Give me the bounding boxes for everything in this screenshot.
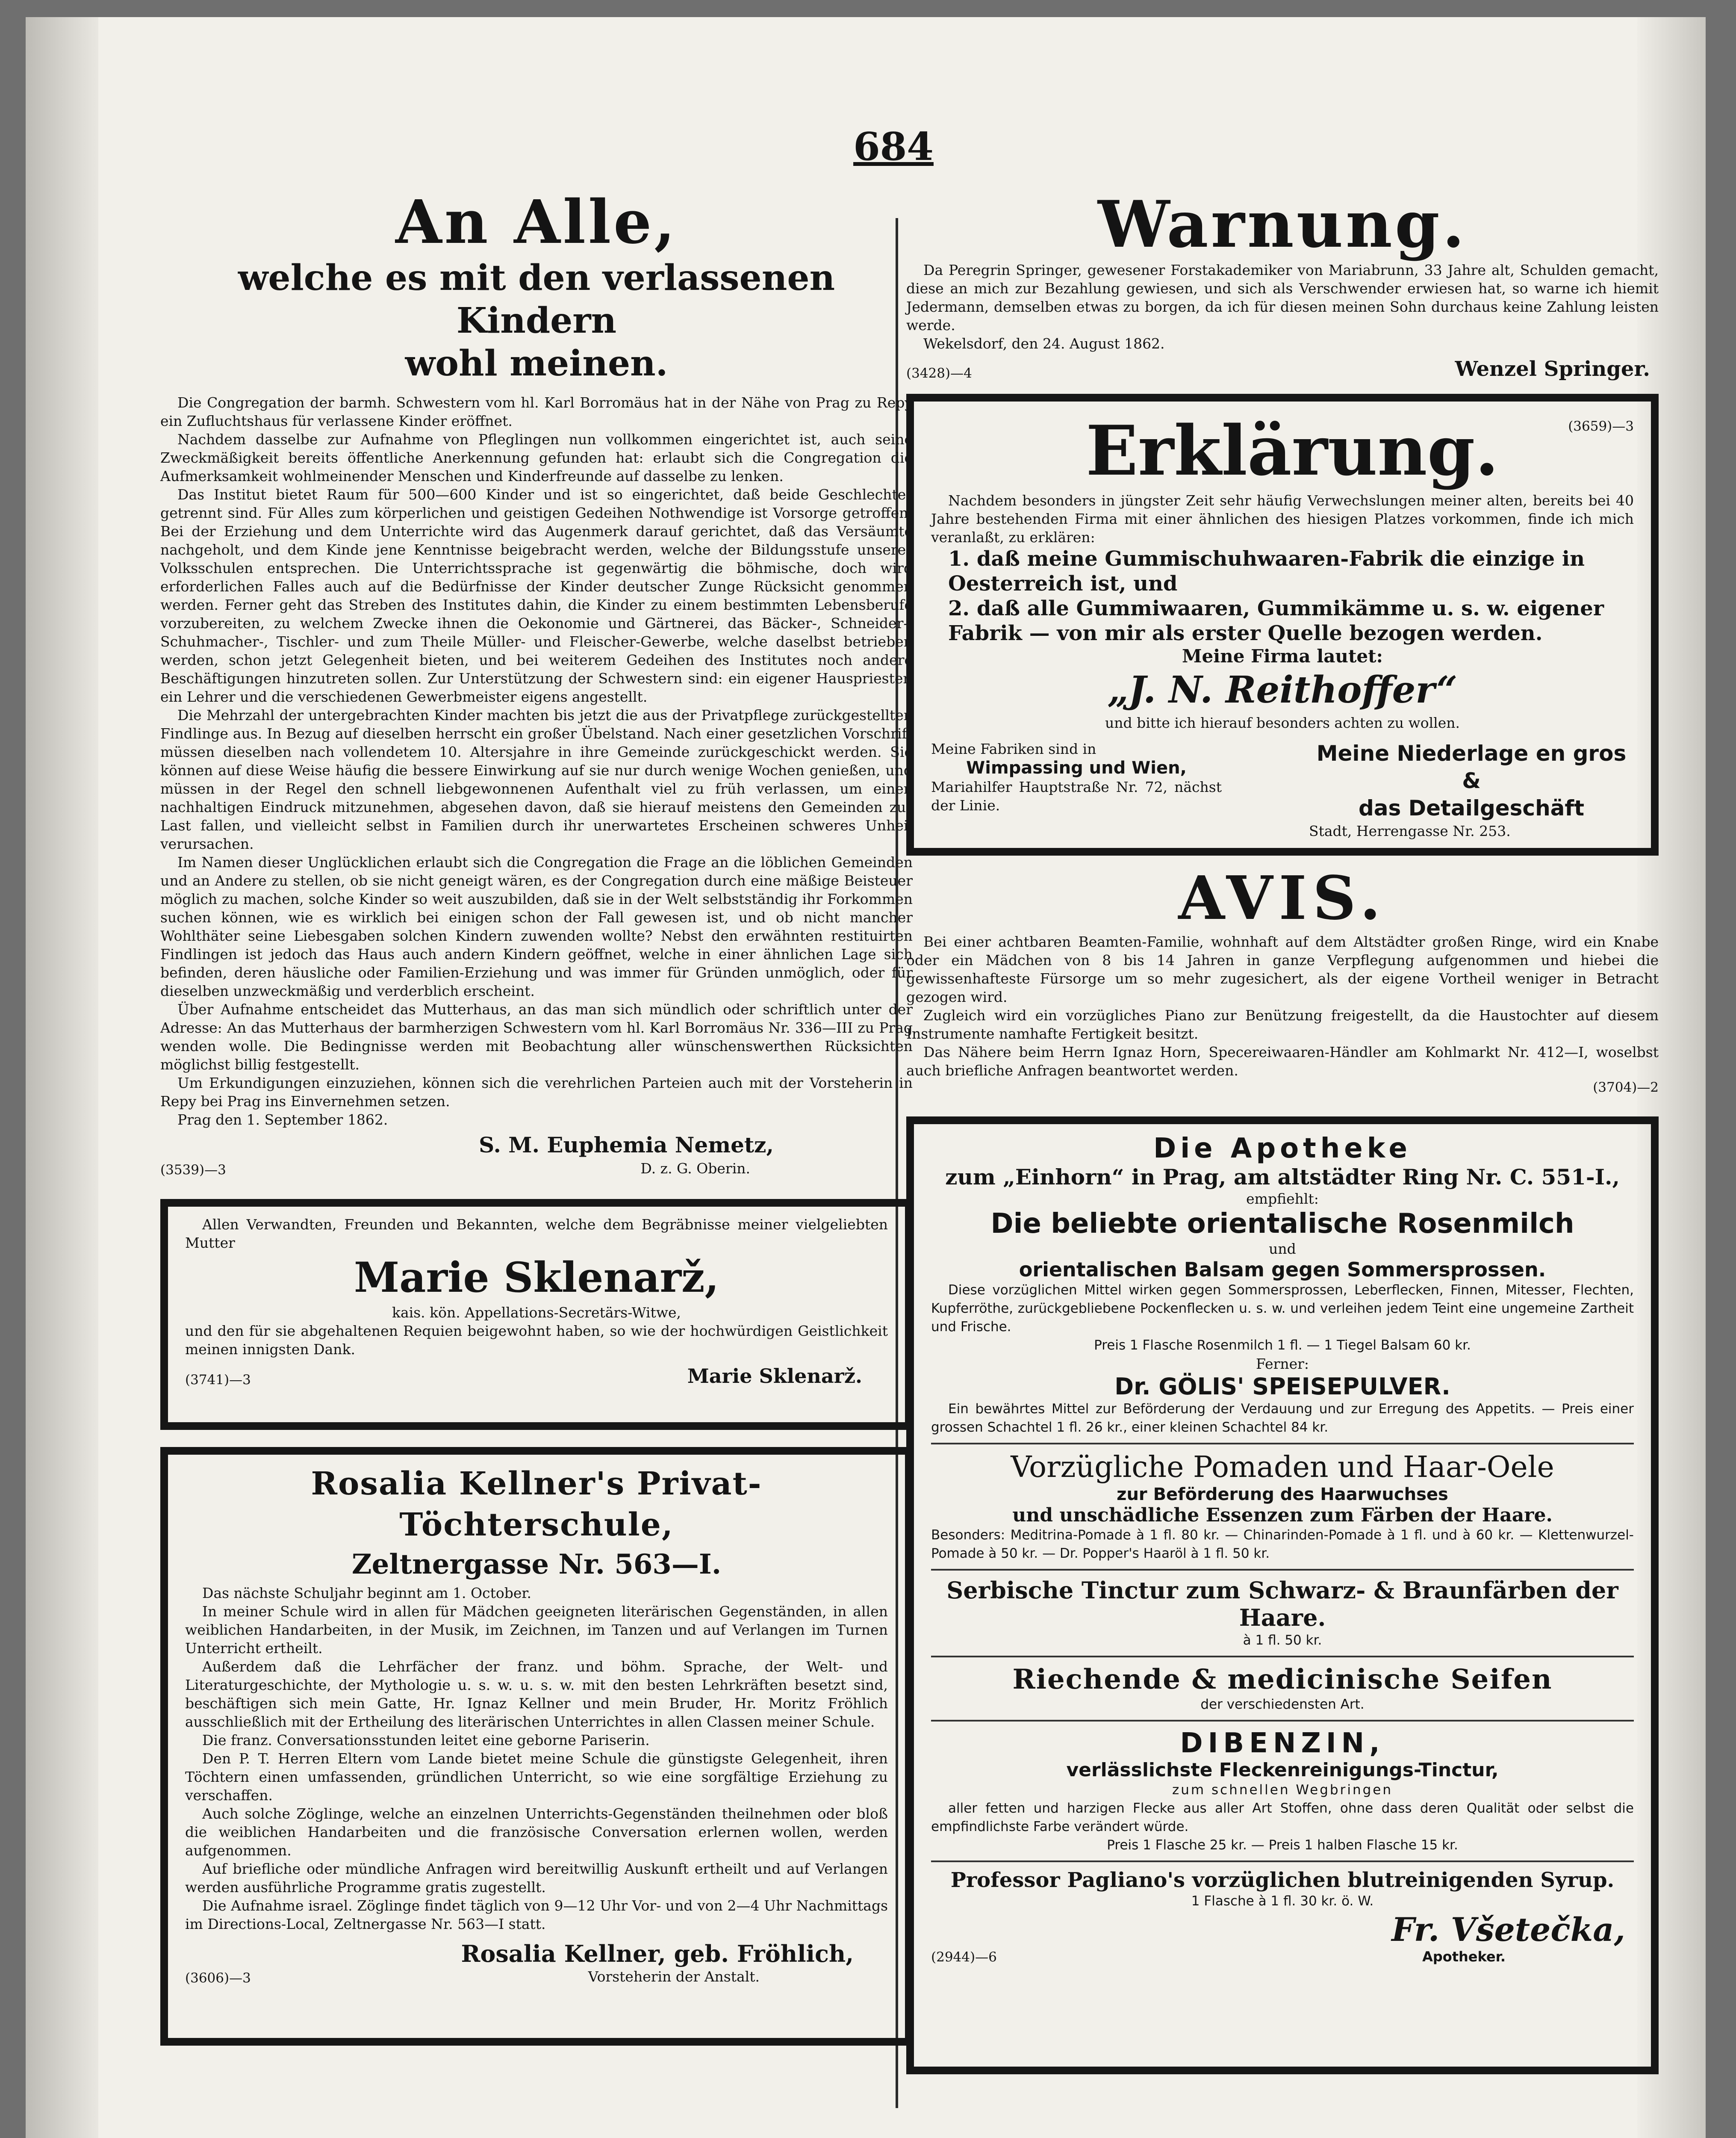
paragraph: Das nächste Schuljahr beginnt am 1. October. bbox=[202, 1585, 531, 1601]
divider bbox=[931, 1656, 1634, 1657]
tinctur-heading: Serbische Tinctur zum Schwarz- & Braunfärben der Haare. bbox=[946, 1577, 1618, 1631]
und-text: und bbox=[1269, 1240, 1296, 1257]
page-number: 684 bbox=[853, 124, 934, 169]
paragraph: Das Institut bietet Raum für 500—600 Kinder und ist so eingerichtet, daß beide Geschlechter getrennt sind. Für Alles zum körperlichen und geistigen Gedeihen Nothwendige ist Vorsorge getroffen. Bei der Erziehung und dem Unterrichte wird das Augenmerk darauf gerichtet, daß das Versäumte nachgeholt, und dem Kinde jene Kenntnisse beigebracht werden, welche der Bildungsstufe unserer Volksschulen entsprechen. Die Unterrichtssprache ist gegenwärtig die böhmische, doch wird erforderlichen Falles auch auf die Bedürfnisse der Kinder deutscher Zunge Rücksicht genommen werden. Ferner geht das Streben des Institutes dahin, die Kinder zu einem bestimmten Lebensberufe vorzubereiten, zu welchem Zwecke ihnen die Oekonomie und Gärtnerei, das Bäcker-, Schneider-, Schuhmacher-, Tischler- und zum Theile Müller- und Fleischer-Gewerbe, welche daselbst betrieben werden, schon jetzt Gelegenheit bieten, und bei weiterem Gedeihen des Institutes noch andere Beschäftigungen hinzutreten sollen. Zur Unterstützung der Schwestern sind: ein eigener Hauspriester, ein Lehrer und die verschiedenen Gewerbmeister eigens angestellt. bbox=[160, 486, 913, 705]
thanks-line-2: und den für sie abgehaltenen Requien beigewohnt haben, so wie der hochwürdigen Geistlichkeit meinen innigsten Dank. bbox=[185, 1323, 888, 1358]
speisepulver-text: Ein bewährtes Mittel zur Beförderung der Verdauung und zur Erregung des Appetits. — Preis einer grossen Schachtel 1 fl. 26 kr., einer kleinen Schachtel 84 kr. bbox=[931, 1401, 1634, 1435]
erklaerung-intro: Nachdem besonders in jüngster Zeit sehr häufig Verwechslungen meiner alten, bereits bei 40 Jahre bestehenden Firma mit einer ähnlichen des hiesigen Platzes vorkommen, finde ich mich veranlaßt, zu erklären: bbox=[931, 492, 1634, 546]
avis-p3: Das Nähere beim Herrn Ignaz Horn, Specereiwaaren-Händler am Kohlmarkt Nr. 412—I, woselbst auch briefliche Anfragen beantwortet werden. bbox=[906, 1044, 1659, 1079]
newspaper-page bbox=[26, 17, 1706, 2138]
paragraph: Die Congregation der barmh. Schwestern vom hl. Karl Borromäus hat in der Nähe von Prag zu Repy ein Zufluchtshaus für verlassene Kinder eröffnet. bbox=[160, 394, 913, 429]
warnung-signature: Wenzel Springer. bbox=[1455, 357, 1650, 381]
ferner-text: Ferner: bbox=[1256, 1355, 1309, 1372]
page-edge-shadow bbox=[26, 17, 98, 2138]
divider bbox=[931, 1720, 1634, 1722]
pomaden-sub-2: und unschädliche Essenzen zum Färben der Haare. bbox=[1012, 1504, 1553, 1526]
niederlage-line-2: das Detailgeschäft bbox=[1358, 796, 1585, 821]
paragraph: Außerdem daß die Lehrfächer der franz. und böhm. Sprache, der Welt- und Literaturgeschichte, der Mythologie u. s. w. u. s. w. mit den besten Lehrkräften besetzt sind, beschäftigen sich mein Gatte, Hr. Ignaz Kellner und mein Bruder, Hr. Moritz Fröhlich ausschließlich mit der Ertheilung des literärischen Unterrichtes in allen Classen meiner Schule. bbox=[185, 1658, 888, 1730]
firma-name: „J. N. Reithoffer“ bbox=[1107, 668, 1458, 712]
school-signer-title: Vorsteherin der Anstalt. bbox=[588, 1968, 760, 1985]
avis-p2: Zugleich wird ein vorzügliches Piano zur Benützung freigestellt, da die Haustochter auf diesem Instrumente namhafte Fertigkeit besitzt. bbox=[906, 1007, 1659, 1042]
paragraph: Über Aufnahme entscheidet das Mutterhaus, an das man sich mündlich oder schriftlich unter der Adresse: An das Mutterhaus der barmherzigen Schwestern vom hl. Karl Borromäus Nr. 336—III zu Prag wenden wolle. Die Bedingnisse werden mit Beobachtung aller wünschenswerthen Rücksichten möglichst billig festgestellt. bbox=[160, 1001, 913, 1073]
ref-number: (3704)—2 bbox=[1593, 1080, 1659, 1095]
apotheke-signature: Fr. Všetečka, bbox=[1391, 1911, 1625, 1949]
ad-subtitle-2: wohl meinen. bbox=[405, 343, 668, 384]
apotheke-title: Die Apotheke bbox=[1153, 1133, 1412, 1164]
dibenzin-sub-2: zum schnellen Wegbringen bbox=[1172, 1782, 1393, 1798]
thanks-notice-box bbox=[160, 1199, 913, 1430]
pomaden-sub-1: zur Beförderung des Haarwuchses bbox=[1117, 1485, 1448, 1504]
erklaerung-box bbox=[906, 394, 1659, 856]
school-signature: Rosalia Kellner, geb. Fröhlich, bbox=[461, 1940, 854, 1967]
ad-subtitle-1: welche es mit den verlassenen Kindern bbox=[238, 257, 835, 341]
erklaerung-point-1: 1. daß meine Gummischuhwaaren-Fabrik die einzige in Oesterreich ist, und bbox=[948, 547, 1585, 596]
deceased-name: Marie Sklenarž, bbox=[354, 1253, 719, 1302]
warnung-date: Wekelsdorf, den 24. August 1862. bbox=[923, 335, 1165, 352]
fabriken-label: Meine Fabriken sind in bbox=[931, 741, 1096, 757]
niederlage-line-1: Meine Niederlage en gros & bbox=[1316, 741, 1627, 793]
paragraph: Auch solche Zöglinge, welche an einzelnen Unterrichts-Gegenständen theilnehmen oder bloß die weiblichen Handarbeiten und die französische Conversation erlernen wollen, werden aufgenommen. bbox=[185, 1805, 888, 1859]
apotheke-subtitle: zum „Einhorn“ in Prag, am altstädter Ring Nr. C. 551-I., bbox=[945, 1164, 1620, 1190]
paragraph: Die franz. Conversationsstunden leitet eine geborne Pariserin. bbox=[202, 1732, 650, 1748]
ad-title-an-alle: An Alle, bbox=[395, 187, 678, 257]
school-ad-box bbox=[160, 1447, 913, 2046]
apotheke-empfiehlt: empfiehlt: bbox=[1246, 1190, 1319, 1207]
apotheke-box bbox=[906, 1116, 1659, 2074]
dibenzin-price: Preis 1 Flasche 25 kr. — Preis 1 halben Flasche 15 kr. bbox=[1107, 1837, 1458, 1853]
school-address: Zeltnergasse Nr. 563—I. bbox=[351, 1548, 722, 1580]
deceased-title: kais. kön. Appellations-Secretärs-Witwe, bbox=[392, 1304, 681, 1321]
seifen-heading: Riechende & medicinische Seifen bbox=[1012, 1663, 1553, 1695]
paragraph: Die Aufnahme israel. Zöglinge findet täglich von 9—12 Uhr Vor- und von 2—4 Uhr Nachmittags im Directions-Local, Zeltnergasse Nr. 563—I statt. bbox=[185, 1897, 888, 1932]
firma-label: Meine Firma lautet: bbox=[1182, 646, 1383, 667]
paragraph: Den P. T. Herren Eltern vom Lande bietet meine Schule die günstigste Gelegenheit, ihren Töchtern einen umfassenden, gründlichen Unterricht, so wie eine sorgfältige Erziehung zu verschaffen. bbox=[185, 1750, 888, 1804]
ref-number: (3741)—3 bbox=[185, 1372, 251, 1388]
rosenmilch-price: Preis 1 Flasche Rosenmilch 1 fl. — 1 Tiegel Balsam 60 kr. bbox=[1094, 1338, 1471, 1353]
paragraph: In meiner Schule wird in allen für Mädchen geeigneten literärischen Gegenständen, in allen weiblichen Handarbeiten, in der Musik, im Zeichnen, im Tanzen und auf Verlangen im Turnen Unterricht ertheilt. bbox=[185, 1603, 888, 1657]
warnung-title: Warnung. bbox=[1098, 187, 1467, 262]
ref-number: (3539)—3 bbox=[160, 1162, 226, 1178]
paragraph: Die Mehrzahl der untergebrachten Kinder machten bis jetzt die aus der Privatpflege zurückgestellten Findlinge aus. In Bezug auf dieselben herrscht ein großer Übelstand. Nach einer gesetzlichen Vorschrift müssen dieselben nach vollendetem 10. Altersjahre in ihre Gemeinde zurückgeschickt werden. Sie können auf diese Weise häufig die bessere Einwirkung auf sie nur durch wenige Wochen genießen, und müssen in der Regel den schnell liebgewonnenen Aufenthalt viel zu früh verlassen, um einen nachhaltigen Eindruck mitzunehmen, abgesehen davon, daß sie hierauf meistens den Gemeinden zur Last fallen, und vielleicht selbst in Familien durch ihr unerwartetes Erscheinen schweres Unheil verursachen. bbox=[160, 707, 913, 852]
divider bbox=[931, 1860, 1634, 1862]
rosenmilch-heading: Die beliebte orientalische Rosenmilch bbox=[990, 1208, 1574, 1240]
paragraph: Auf briefliche oder mündliche Anfragen wird bereitwillig Auskunft ertheilt und auf Verlangen werden ausführliche Programme gratis zugestellt. bbox=[185, 1860, 888, 1896]
rosenmilch-text: Diese vorzüglichen Mittel wirken gegen Sommersprossen, Leberflecken, Finnen, Mitesser, Flechten, Kupferröthe, zurückgebliebene Pockenflecken u. s. w. und verleihen jedem Teint eine ungemeine Zartheit und Frische. bbox=[931, 1282, 1634, 1335]
erklaerung-title: Erklärung. bbox=[1086, 410, 1499, 491]
ref-number: (3606)—3 bbox=[185, 1970, 251, 1986]
an-alle-body bbox=[160, 393, 913, 1129]
tinctur-price: à 1 fl. 50 kr. bbox=[1243, 1633, 1322, 1648]
avis-p1: Bei einer achtbaren Beamten-Familie, wohnhaft auf dem Altstädter großen Ringe, wird ein Knabe oder ein Mädchen von 8 bis 14 Jahren in ganze Verpflegung aufgenommen und hiebei die gewissenhafteste Fürsorge um so mehr zugesichert, als der eigene Vortheil weniger in Betracht gezogen wird. bbox=[906, 933, 1659, 1005]
thanks-line-1: Allen Verwandten, Freunden und Bekannten, welche dem Begräbnisse meiner vielgeliebten Mutter bbox=[185, 1216, 888, 1251]
right-column bbox=[906, 188, 1659, 2074]
divider bbox=[931, 1443, 1634, 1444]
paragraph: Nachdem dasselbe zur Aufnahme von Pfleglingen nun vollkommen eingerichtet ist, auch seine Zweckmäßigkeit bereits öffentliche Anerkennung gefunden hat: erlaubt sich die Congregation die Aufmerksamkeit wohlmeinender Menschen und Kinderfreunde auf dasselbe zu lenken. bbox=[160, 431, 913, 484]
paragraph: Um Erkundigungen einzuziehen, können sich die verehrlichen Parteien auch mit der Vorsteherin in Repy bei Prag ins Einvernehmen setzen. bbox=[160, 1075, 913, 1110]
date-line: Prag den 1. September 1862. bbox=[177, 1111, 388, 1128]
fabriken-address: Mariahilfer Hauptstraße Nr. 72, nächst der Linie. bbox=[931, 779, 1222, 814]
seifen-sub: der verschiedensten Art. bbox=[1200, 1697, 1365, 1712]
signer: S. M. Euphemia Nemetz, bbox=[479, 1132, 774, 1158]
avis-title: AVIS. bbox=[1178, 863, 1387, 933]
apotheke-signer-title: Apotheker. bbox=[1422, 1949, 1506, 1965]
ref-number: (2944)—6 bbox=[931, 1949, 997, 1965]
erklaerung-after: und bitte ich hierauf besonders achten zu wollen. bbox=[1105, 715, 1460, 731]
ref-number: (3659)—3 bbox=[1568, 419, 1634, 434]
niederlage-address: Stadt, Herrengasse Nr. 253. bbox=[1309, 823, 1511, 839]
balsam-heading: orientalischen Balsam gegen Sommersprossen. bbox=[1019, 1258, 1546, 1281]
ref-number: (3428)—4 bbox=[906, 366, 972, 381]
syrup-price: 1 Flasche à 1 fl. 30 kr. ö. W. bbox=[1191, 1893, 1374, 1909]
speisepulver-heading: Dr. GÖLIS' SPEISEPULVER. bbox=[1114, 1373, 1450, 1400]
signature: Marie Sklenarž. bbox=[687, 1364, 862, 1388]
erklaerung-point-2: 2. daß alle Gummiwaaren, Gummikämme u. s. w. eigener Fabrik — von mir als erster Quelle bezogen werden. bbox=[948, 597, 1604, 645]
school-title: Rosalia Kellner's Privat-Töchterschule, bbox=[311, 1465, 762, 1543]
pomaden-text: Besonders: Meditrina-Pomade à 1 fl. 80 kr. — Chinarinden-Pomade à 1 fl. und à 60 kr. — Klettenwurzel-Pomade à 50 kr. — Dr. Popper's Haaröl à 1 fl. 50 kr. bbox=[931, 1527, 1634, 1561]
syrup-heading: Professor Pagliano's vorzüglichen blutreinigenden Syrup. bbox=[950, 1868, 1615, 1892]
paragraph: Im Namen dieser Unglücklichen erlaubt sich die Congregation die Frage an die löblichen Gemeinden und an Andere zu stellen, ob sie nicht geneigt wären, es der Congregation durch eine mäßige Beisteuer möglich zu machen, solche Kinder so weit auszubilden, daß sie in der Welt selbstständig ihr Forkommen suchen können, wie es wirklich bei einigen schon der Fall gewesen ist, und ob nicht mancher Wohlthäter seine Liebesgaben solchen Kindern zuwenden wollte? Nebst den erwähnten restituirten Findlingen ist jedoch das Haus auch andern Kindern geöffnet, welche in einer ähnlichen Lage sich befinden, deren häusliche oder Familien-Erziehung und was immer für Gründen unmöglich, oder für dieselben unzweckmäßig und verderblich erscheint. bbox=[160, 854, 913, 999]
dibenzin-heading: DIBENZIN, bbox=[1180, 1728, 1385, 1759]
fabriken-places: Wimpassing und Wien, bbox=[966, 758, 1187, 778]
divider bbox=[931, 1569, 1634, 1571]
pomaden-heading: Vorzügliche Pomaden und Haar-Oele bbox=[1011, 1450, 1554, 1484]
dibenzin-text: aller fetten und harzigen Flecke aus aller Art Stoffen, ohne dass deren Qualität oder selbst die empfindlichste Farbe verändert würde. bbox=[931, 1801, 1634, 1834]
dibenzin-sub: verlässlichste Fleckenreinigungs-Tinctur, bbox=[1066, 1759, 1499, 1781]
left-column bbox=[160, 188, 913, 2046]
signer-title: D. z. G. Oberin. bbox=[640, 1160, 750, 1177]
warnung-text: Da Peregrin Springer, gewesener Forstakademiker von Mariabrunn, 33 Jahre alt, Schulden gemacht, diese an mich zur Bezahlung gewiesen, und sich als Verschwender erwiesen hat, so warne ich hiemit Jedermann, demselben etwas zu borgen, da ich für diesen meinen Sohn durchaus keine Zahlung leisten werde. bbox=[906, 262, 1659, 334]
